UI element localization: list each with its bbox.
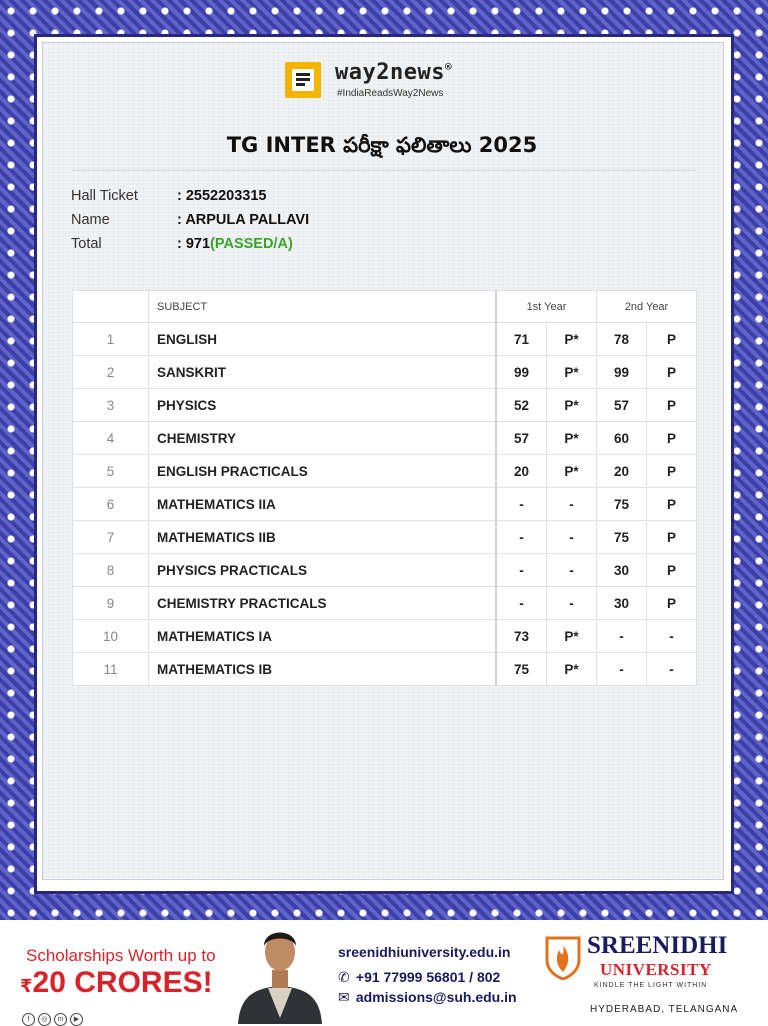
row-year1-marks: 99 xyxy=(496,356,547,389)
row-year2-result: P xyxy=(647,521,697,554)
university-location: HYDERABAD, TELANGANA xyxy=(590,1004,739,1015)
year1-header: 1st Year xyxy=(496,291,597,323)
hall-ticket-label: Hall Ticket xyxy=(71,188,138,204)
row-year1-marks: 52 xyxy=(496,389,547,422)
total-label: Total xyxy=(71,236,102,252)
brand-tagline: #IndiaReadsWay2News xyxy=(337,88,444,99)
row-year2-marks: 99 xyxy=(597,356,647,389)
table-row xyxy=(73,488,697,521)
row-year1-marks: 57 xyxy=(496,422,547,455)
subject-header: SUBJECT xyxy=(149,291,497,323)
row-year2-result: - xyxy=(647,620,697,653)
row-year2-result: - xyxy=(647,653,697,686)
linkedin-icon[interactable]: in xyxy=(54,1013,67,1026)
row-sno: 10 xyxy=(73,620,149,653)
row-year1-result: P* xyxy=(547,389,597,422)
row-year1-marks: 71 xyxy=(496,323,547,356)
table-row xyxy=(73,653,697,686)
year2-header: 2nd Year xyxy=(597,291,697,323)
table-header-row xyxy=(73,291,697,323)
row-year1-result: - xyxy=(547,587,597,620)
table-row xyxy=(73,455,697,488)
table-row xyxy=(73,389,697,422)
total-value: : 971 xyxy=(177,236,211,252)
row-sno: 1 xyxy=(73,323,149,356)
row-subject: MATHEMATICS IA xyxy=(149,620,497,653)
row-year2-marks: 30 xyxy=(597,554,647,587)
phone-icon: ✆ xyxy=(338,969,350,985)
row-sno: 11 xyxy=(73,653,149,686)
row-year2-result: P xyxy=(647,356,697,389)
table-row xyxy=(73,620,697,653)
ad-email[interactable]: admissions@suh.edu.in xyxy=(355,989,517,1005)
row-year2-result: P xyxy=(647,422,697,455)
row-year2-marks: 60 xyxy=(597,422,647,455)
name-label: Name xyxy=(71,212,110,228)
marks-table xyxy=(72,290,697,686)
row-year1-marks: - xyxy=(496,554,547,587)
ad-scholarship-text: Scholarships Worth up to xyxy=(26,946,216,965)
row-year2-marks: - xyxy=(597,620,647,653)
row-year1-result: P* xyxy=(547,356,597,389)
sno-header xyxy=(73,291,149,323)
row-subject: MATHEMATICS IB xyxy=(149,653,497,686)
row-sno: 8 xyxy=(73,554,149,587)
row-sno: 9 xyxy=(73,587,149,620)
hall-ticket-value: : 2552203315 xyxy=(177,188,267,204)
table-row xyxy=(73,554,697,587)
ad-amount: 20 CRORES! xyxy=(32,966,213,999)
row-year2-marks: 75 xyxy=(597,488,647,521)
pass-status: (PASSED/A) xyxy=(210,236,293,252)
row-year1-result: P* xyxy=(547,620,597,653)
university-tagline: KINDLE THE LIGHT WITHIN xyxy=(594,982,708,989)
table-row xyxy=(73,356,697,389)
row-year1-marks: - xyxy=(496,521,547,554)
row-subject: CHEMISTRY PRACTICALS xyxy=(149,587,497,620)
row-year1-marks: 20 xyxy=(496,455,547,488)
facebook-icon[interactable]: f xyxy=(22,1013,35,1026)
brand-name: way2news xyxy=(335,60,445,85)
row-year1-marks: 73 xyxy=(496,620,547,653)
row-year1-result: P* xyxy=(547,323,597,356)
row-year2-result: P xyxy=(647,455,697,488)
page-title: TG INTER పరీక్షా ఫలితాలు 2025 xyxy=(226,133,538,157)
table-row xyxy=(73,521,697,554)
row-year1-result: P* xyxy=(547,422,597,455)
way2news-logo xyxy=(285,62,525,106)
university-name: SREENIDHI xyxy=(587,932,728,959)
row-year2-marks: - xyxy=(597,653,647,686)
row-year1-result: - xyxy=(547,521,597,554)
row-year2-result: P xyxy=(647,488,697,521)
ad-website[interactable]: sreenidhiuniversity.edu.in xyxy=(338,944,511,960)
row-year1-result: - xyxy=(547,554,597,587)
row-year2-marks: 20 xyxy=(597,455,647,488)
row-subject: CHEMISTRY xyxy=(149,422,497,455)
row-subject: MATHEMATICS IIB xyxy=(149,521,497,554)
row-year1-marks: - xyxy=(496,488,547,521)
ad-phone[interactable]: +91 77999 56801 / 802 xyxy=(355,969,501,985)
row-year1-result: P* xyxy=(547,653,597,686)
university-shield-icon xyxy=(545,936,581,980)
row-year2-marks: 75 xyxy=(597,521,647,554)
row-subject: PHYSICS PRACTICALS xyxy=(149,554,497,587)
table-row xyxy=(73,422,697,455)
row-subject: ENGLISH xyxy=(149,323,497,356)
row-year1-marks: 75 xyxy=(496,653,547,686)
row-year2-result: P xyxy=(647,323,697,356)
row-sno: 5 xyxy=(73,455,149,488)
row-year2-result: P xyxy=(647,554,697,587)
social-icons xyxy=(22,1008,86,1026)
row-sno: 7 xyxy=(73,521,149,554)
row-sno: 2 xyxy=(73,356,149,389)
table-row xyxy=(73,323,697,356)
row-subject: PHYSICS xyxy=(149,389,497,422)
row-sno: 6 xyxy=(73,488,149,521)
row-sno: 3 xyxy=(73,389,149,422)
row-year1-result: - xyxy=(547,488,597,521)
mail-icon: ✉ xyxy=(338,989,350,1005)
student-photo xyxy=(232,922,328,1024)
row-subject: SANSKRIT xyxy=(149,356,497,389)
row-subject: MATHEMATICS IIA xyxy=(149,488,497,521)
title-divider xyxy=(72,170,696,171)
row-year2-marks: 57 xyxy=(597,389,647,422)
university-word: UNIVERSITY xyxy=(600,960,712,979)
row-year1-result: P* xyxy=(547,455,597,488)
instagram-icon[interactable]: ◎ xyxy=(38,1013,51,1026)
row-year2-result: P xyxy=(647,389,697,422)
row-year2-marks: 30 xyxy=(597,587,647,620)
brand-reg: ® xyxy=(444,60,453,74)
row-year1-marks: - xyxy=(496,587,547,620)
newspaper-icon xyxy=(285,62,321,98)
row-subject: ENGLISH PRACTICALS xyxy=(149,455,497,488)
table-row xyxy=(73,587,697,620)
name-value: : ARPULA PALLAVI xyxy=(177,212,310,228)
footer-advertisement[interactable] xyxy=(0,920,768,1024)
row-year2-result: P xyxy=(647,587,697,620)
rupee-symbol: ₹ xyxy=(20,976,33,996)
youtube-icon[interactable]: ▶ xyxy=(70,1013,83,1026)
row-year2-marks: 78 xyxy=(597,323,647,356)
row-sno: 4 xyxy=(73,422,149,455)
